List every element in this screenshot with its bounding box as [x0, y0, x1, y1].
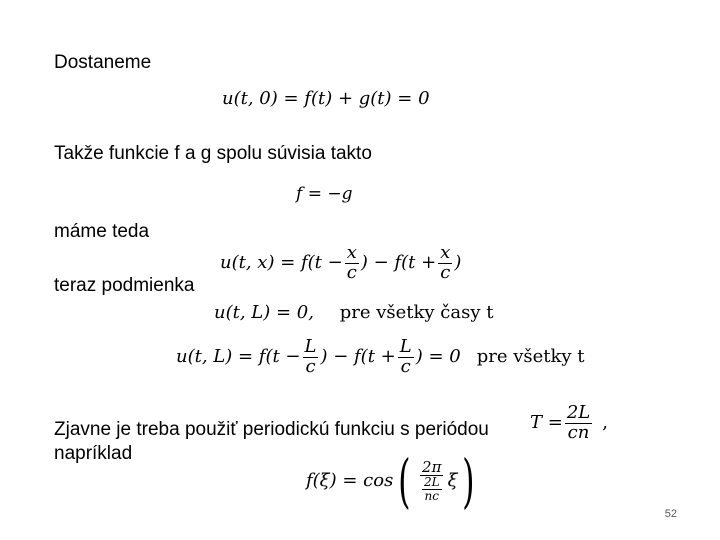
eq5-frac2	[398, 338, 414, 377]
eq7-frac	[418, 457, 446, 503]
equation-example-cos	[306, 447, 480, 515]
eq7-den	[418, 476, 446, 502]
eq5-part3: ) = 0	[415, 346, 461, 368]
page-number: 52	[664, 508, 677, 520]
eq7-xi: ξ	[447, 470, 458, 491]
eq3-frac1	[345, 244, 359, 283]
eq3-frac2	[438, 244, 452, 283]
eq3-part1: u(t, x) = f(t −	[220, 252, 343, 274]
right-paren: )	[462, 447, 476, 515]
eq3-frac1-num: x	[346, 242, 357, 263]
eq5-part1: u(t, L) = f(t −	[176, 346, 301, 368]
equation-u-t-x	[220, 244, 461, 283]
equation-f-equals-minus-g: f = −g	[296, 184, 353, 204]
equation-condition-L	[214, 304, 493, 322]
eq5-frac1	[303, 338, 319, 377]
equation-boundary-x0: u(t, 0) = f(t) + g(t) = 0	[222, 88, 430, 109]
left-paren: (	[398, 447, 411, 515]
text-mame-teda: máme teda	[54, 221, 150, 242]
text-napriklad: napríklad	[54, 443, 133, 464]
eq7-num: 2π	[422, 457, 442, 476]
equation-period	[530, 404, 608, 443]
eq4-left: u(t, L) = 0,	[214, 302, 314, 323]
eq5-part2: ) − f(t +	[320, 346, 396, 368]
eq5-right: pre všetky t	[476, 346, 585, 368]
eq6-num: 2L	[566, 402, 591, 423]
eq5-frac1-num: L	[304, 336, 317, 357]
eq3-frac2-num: x	[440, 242, 451, 263]
equation-u-t-L	[176, 338, 585, 377]
eq7-den-den: nc	[424, 488, 439, 503]
text-zjavne: Zjavne je treba použiť periodickú funkciu s periódou	[54, 419, 489, 440]
eq3-part2: ) − f(t +	[360, 252, 437, 274]
eq4-right: pre všetky časy t	[339, 302, 494, 323]
text-teraz-podmienka: teraz podmienka	[54, 275, 195, 296]
eq5-frac2-den: c	[400, 355, 411, 377]
eq7-left: f(ξ) = cos	[306, 470, 394, 491]
eq7-den-frac	[422, 476, 442, 502]
eq7-den-num: 2L	[423, 475, 440, 490]
eq5-frac2-num: L	[399, 336, 412, 357]
eq6-frac	[565, 404, 592, 443]
eq5-frac1-den: c	[305, 355, 316, 377]
eq3-frac1-den: c	[346, 261, 357, 283]
eq6-den: cn	[567, 421, 590, 443]
eq3-frac2-den: c	[440, 261, 451, 283]
eq6-comma: ,	[602, 412, 608, 434]
eq3-part3: )	[454, 252, 462, 274]
eq6-left: T =	[530, 412, 563, 434]
text-dostaneme: Dostaneme	[54, 52, 152, 73]
text-takze: Takže funkcie f a g spolu súvisia takto	[54, 143, 372, 164]
